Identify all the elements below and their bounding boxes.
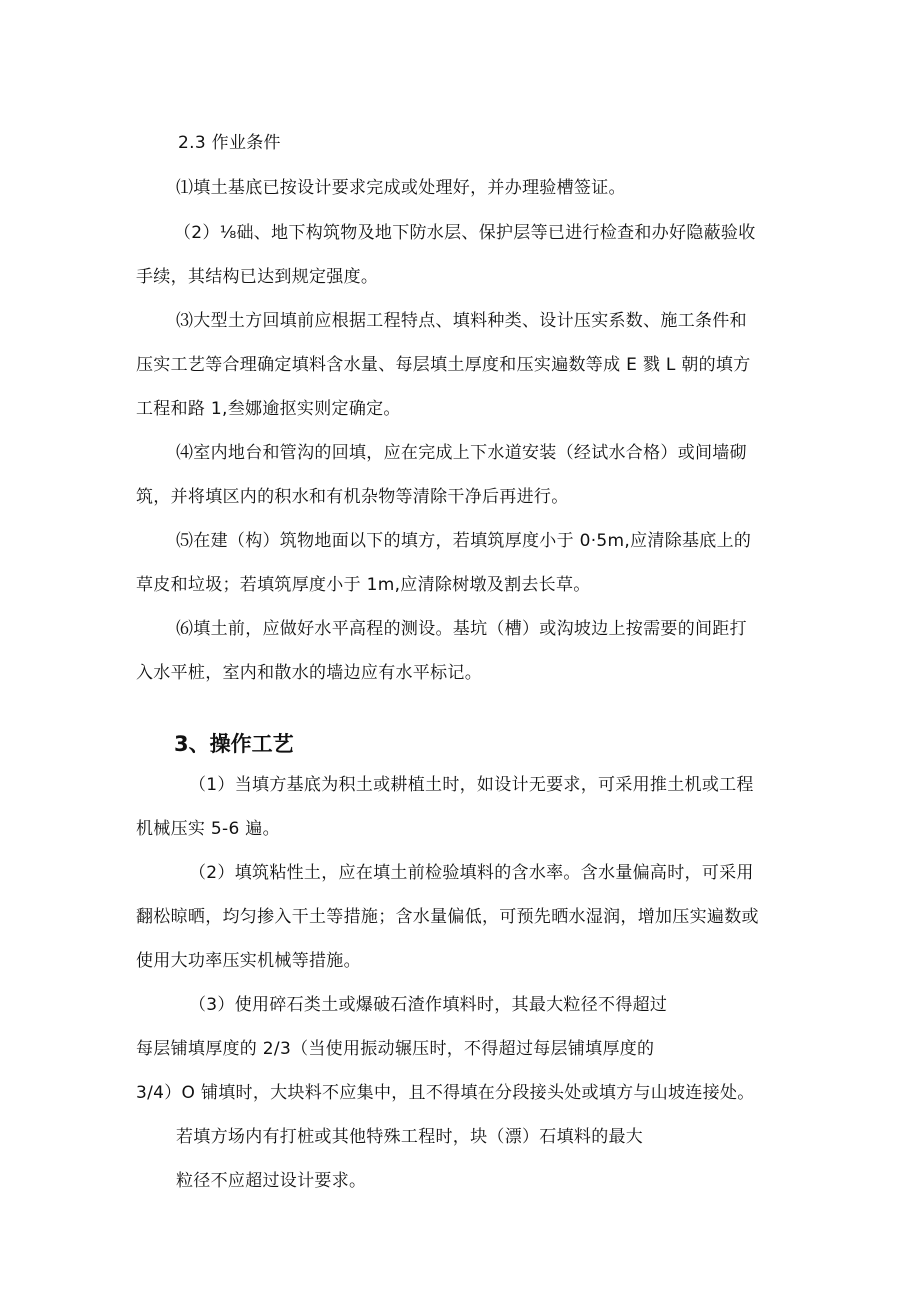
paragraph-line: 若填方场内有打桩或其他特殊工程时，块（漂）石填料的最大 <box>176 1127 644 1147</box>
paragraph-line: 3/4）O 铺填时，大块料不应集中，且不得填在分段接头处或填方与山坡连接处。 <box>136 1083 755 1103</box>
paragraph-line: 使用大功率压实机械等措施。 <box>136 951 361 971</box>
section-2-3-heading: 2.3 作业条件 <box>178 133 281 153</box>
paragraph-line: （2）⅛础、地下构筑物及地下防水层、保护层等已进行检查和办好隐蔽验收 <box>174 223 756 243</box>
paragraph-line: （2）填筑粘性土，应在填土前检验填料的含水率。含水量偏高时，可采用 <box>189 863 754 883</box>
paragraph-line: 翻松晾晒，均匀掺入干土等措施；含水量偏低，可预先晒水湿润，增加压实遍数或 <box>136 907 759 927</box>
paragraph-line: 粒径不应超过设计要求。 <box>176 1171 367 1191</box>
paragraph-line: ⑴填土基底已按设计要求完成或处理好，并办理验槽签证。 <box>176 178 626 198</box>
paragraph-line: ⑷室内地台和管沟的回填，应在完成上下水道安装（经试水合格）或间墙砌 <box>176 443 747 463</box>
paragraph-line: 工程和路 1,叁娜逾抠实则定确定。 <box>136 399 401 419</box>
paragraph-line: ⑸在建（构）筑物地面以下的填方，若填筑厚度小于 0·5m,应清除基底上的 <box>176 531 752 551</box>
paragraph-line: 机械压实 5-6 遍。 <box>136 819 280 839</box>
paragraph-line: （3）使用碎石类土或爆破石渣作填料时，其最大粒径不得超过 <box>189 995 668 1015</box>
section-3-heading: 3、操作工艺 <box>174 732 294 756</box>
paragraph-line: （1）当填方基底为积土或耕植土时，如设计无要求，可采用推土机或工程 <box>189 775 754 795</box>
paragraph-line: ⑹填土前，应做好水平高程的测设。基坑（槽）或沟坡边上按需要的间距打 <box>176 619 747 639</box>
paragraph-line: 入水平桩，室内和散水的墙边应有水平标记。 <box>136 663 482 683</box>
paragraph-line: 草皮和垃圾；若填筑厚度小于 1m,应清除树墩及割去长草。 <box>136 575 591 595</box>
paragraph-line: 筑，并将填区内的积水和有机杂物等清除干净后再进行。 <box>136 487 569 507</box>
paragraph-line: ⑶大型土方回填前应根据工程特点、填料种类、设计压实系数、施工条件和 <box>176 311 747 331</box>
paragraph-line: 手续，其结构已达到规定强度。 <box>136 267 379 287</box>
paragraph-line: 压实工艺等合理确定填料含水量、每层填土厚度和压实遍数等成 E 戮 L 朝的填方 <box>136 355 751 375</box>
paragraph-line: 每层铺填厚度的 2/3（当使用振动辗压时，不得超过每层铺填厚度的 <box>136 1039 655 1059</box>
